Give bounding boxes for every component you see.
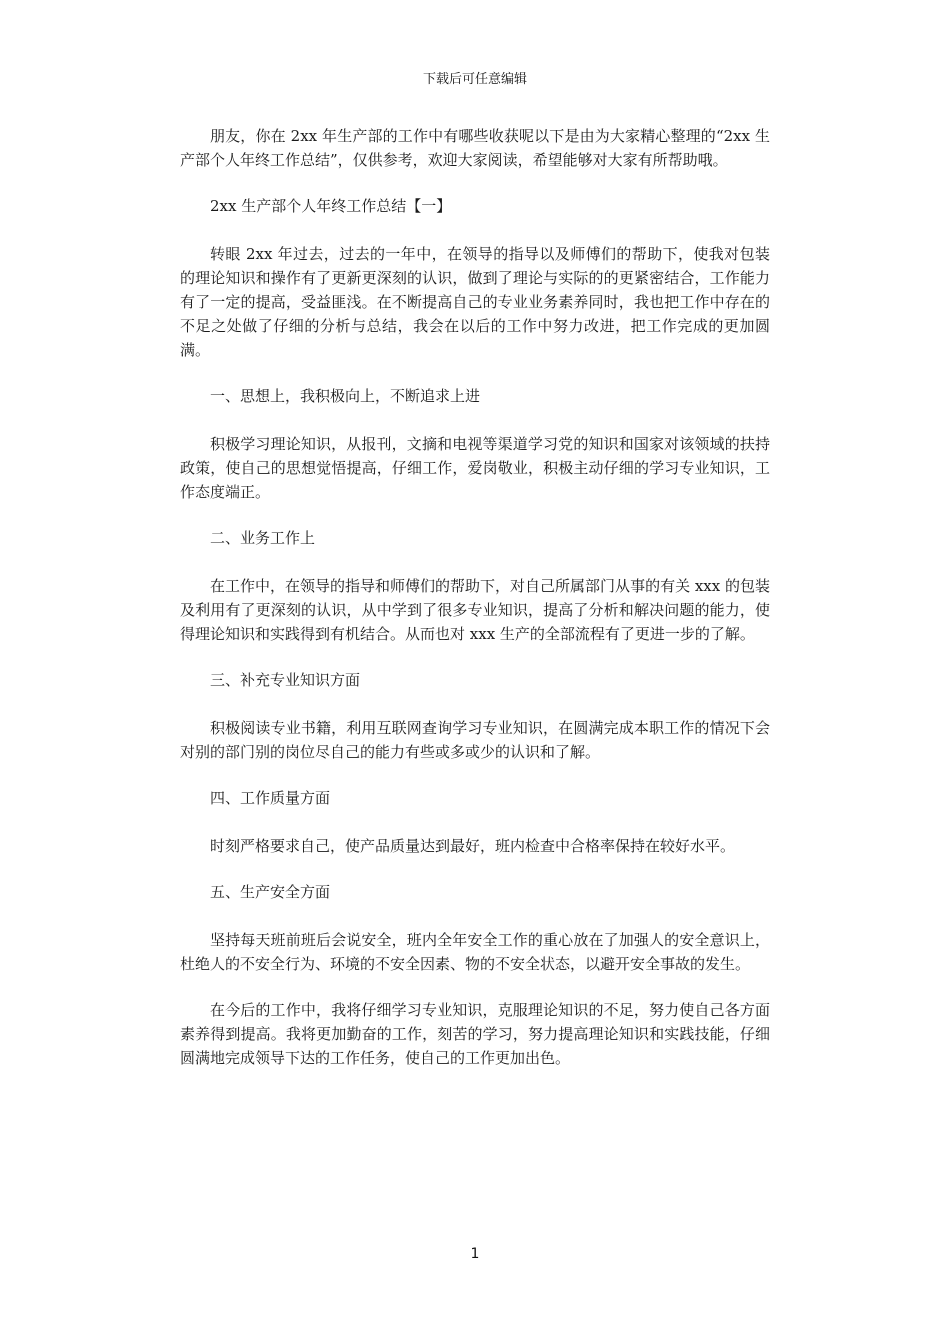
paragraph-7: 在今后的工作中，我将仔细学习专业知识，克服理论知识的不足，努力使自己各方面素养得到提高。我将更加勤奋的工作，刻苦的学习，努力提高理论知识和实践技能，仔细圆满地完成领导下达的工作任务，使自己的工作更加出色。 [180,1001,770,1067]
page-header: 下载后可任意编辑 [422,72,527,87]
paragraph-6: 坚持每天班前班后会说安全，班内全年安全工作的重心放在了加强人的安全意识上，杜绝人的不安全行为、环境的不安全因素、物的不安全状态，以避开安全事故的发生。 [180,931,770,973]
section-heading-5: 五、生产安全方面 [210,883,331,901]
section-heading-4: 四、工作质量方面 [210,789,331,807]
section-heading-1: 一、思想上，我积极向上，不断追求上进 [210,387,481,405]
document-title: 2xx 生产部个人年终工作总结【一】 [210,197,452,215]
section-heading-2: 二、业务工作上 [210,529,316,547]
page-number: 1 [470,1246,480,1262]
paragraph-2: 积极学习理论知识，从报刊，文摘和电视等渠道学习党的知识和国家对该领域的扶持政策，使自己的思想觉悟提高，仔细工作，爱岗敬业，积极主动仔细的学习专业知识，工作态度端正。 [180,435,770,501]
section-heading-3: 三、补充专业知识方面 [210,671,361,689]
paragraph-1: 转眼 2xx 年过去，过去的一年中，在领导的指导以及师傅们的帮助下，使我对包装的理论知识和操作有了更新更深刻的认识，做到了理论与实际的的更紧密结合，工作能力有了一定的提高，受益匪浅。在不断提高自己的专业业务素养同时，我也把工作中存在的不足之处做了仔细的分析与总结，我会在以后的工作中努力改进，把工作完成的更加圆满。 [180,245,770,359]
intro-paragraph: 朋友，你在 2xx 年生产部的工作中有哪些收获呢以下是由为大家精心整理的“2xx 生产部个人年终工作总结”，仅供参考，欢迎大家阅读，希望能够对大家有所帮助哦。 [180,127,770,169]
paragraph-4: 积极阅读专业书籍，利用互联网查询学习专业知识，在圆满完成本职工作的情况下会对别的部门别的岗位尽自己的能力有些或多或少的认识和了解。 [180,719,770,761]
paragraph-3: 在工作中，在领导的指导和师傅们的帮助下，对自己所属部门从事的有关 xxx 的包装及利用有了更深刻的认识，从中学到了很多专业知识，提高了分析和解决问题的能力，使得理论知识和实践得到有机结合。从而也对 xxx 生产的全部流程有了更进一步的了解。 [180,577,770,643]
document-body [180,124,770,1092]
paragraph-5: 时刻严格要求自己，使产品质量达到最好，班内检查中合格率保持在较好水平。 [210,837,736,855]
